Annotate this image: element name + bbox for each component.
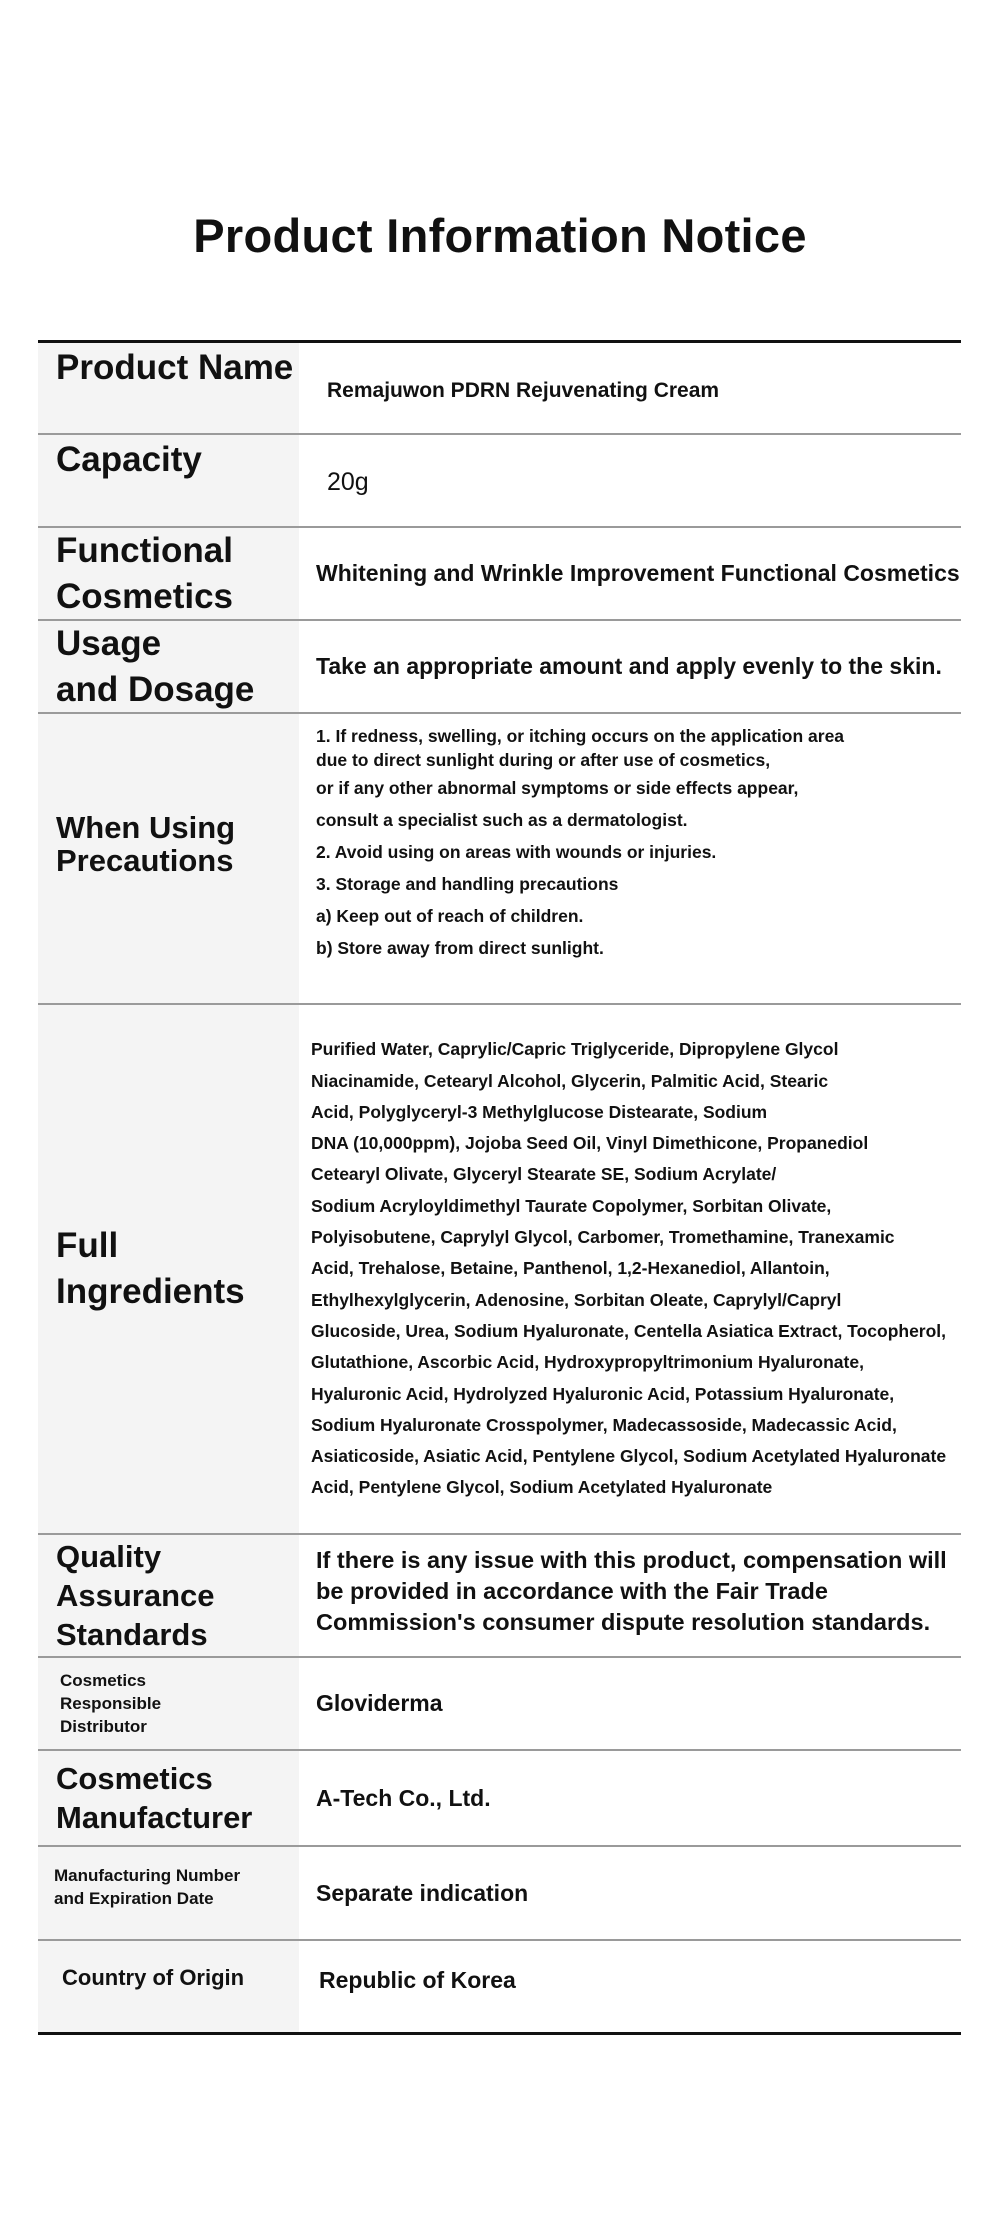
label-precautions (38, 714, 299, 1003)
label-product-name-text: Product Name (56, 348, 294, 387)
precaution-line: b) Store away from direct sunlight. (316, 938, 604, 958)
row-manufacturer (38, 1751, 961, 1847)
ingredient-line: Glucoside, Urea, Sodium Hyaluronate, Centella Asiatica Extract, Tocopherol, (311, 1320, 947, 1341)
label-origin-text: Country of Origin (62, 1965, 245, 1990)
label-distributor-line-2: Responsible (60, 1694, 162, 1713)
label-manufacturer-line-1: Cosmetics (56, 1761, 213, 1796)
ingredient-line: Sodium Hyaluronate Crosspolymer, Madecassoside, Madecassic Acid, (311, 1414, 897, 1435)
label-quality (38, 1535, 299, 1656)
row-usage (38, 621, 961, 714)
label-mfg-number-line-2: and Expiration Date (54, 1889, 214, 1908)
label-quality-line-1: Quality (56, 1539, 162, 1574)
value-ingredients (299, 1005, 961, 1533)
precaution-line: consult a specialist such as a dermatologist. (316, 810, 688, 830)
quality-line: be provided in accordance with the Fair Trade (316, 1578, 828, 1604)
label-ingredients-line-1: Full (56, 1226, 119, 1265)
value-precautions (299, 714, 961, 1003)
page-title: Product Information Notice (193, 209, 807, 262)
row-ingredients (38, 1005, 961, 1535)
label-mfg-number-line-1: Manufacturing Number (54, 1866, 241, 1885)
ingredient-line: Polyisobutene, Caprylyl Glycol, Carbomer, Tromethamine, Tranexamic (311, 1227, 895, 1248)
label-distributor-line-3: Distributor (60, 1717, 147, 1736)
value-capacity (299, 435, 961, 526)
precaution-line: 1. If redness, swelling, or itching occurs on the application area (316, 726, 845, 746)
label-functional (38, 528, 299, 619)
label-distributor-line-1: Cosmetics (60, 1671, 146, 1690)
label-usage (38, 621, 299, 712)
ingredient-line: Acid, Pentylene Glycol, Sodium Acetylated Hyaluronate (311, 1477, 773, 1498)
value-manufacturer-text: A-Tech Co., Ltd. (316, 1784, 491, 1811)
row-mfg-number (38, 1847, 961, 1941)
precaution-line: a) Keep out of reach of children. (316, 906, 584, 926)
quality-line: Commission's consumer dispute resolution standards. (316, 1609, 931, 1635)
ingredient-line: Glutathione, Ascorbic Acid, Hydroxypropyltrimonium Hyaluronate, (311, 1352, 864, 1373)
precaution-line: 2. Avoid using on areas with wounds or injuries. (316, 842, 717, 862)
value-origin-text: Republic of Korea (319, 1967, 516, 1993)
value-distributor (299, 1658, 961, 1749)
label-quality-line-3: Standards (56, 1617, 208, 1652)
value-product-name-text: Remajuwon PDRN Rejuvenating Cream (327, 379, 720, 402)
row-capacity (38, 435, 961, 528)
label-manufacturer-line-2: Manufacturer (56, 1800, 253, 1835)
label-precautions-line-2: Precautions (56, 842, 234, 878)
precaution-line: 3. Storage and handling precautions (316, 874, 619, 894)
ingredient-line: Sodium Acryloyldimethyl Taurate Copolymer, Sorbitan Olivate, (311, 1195, 832, 1216)
row-precautions (38, 714, 961, 1005)
label-usage-line-2: and Dosage (56, 669, 255, 709)
product-info-table (38, 340, 961, 2035)
label-precautions-line-1: When Using (56, 809, 236, 845)
row-distributor (38, 1658, 961, 1751)
precaution-line: due to direct sunlight during or after use of cosmetics, (316, 750, 771, 770)
label-product-name (38, 343, 299, 433)
label-ingredients-line-2: Ingredients (56, 1272, 245, 1311)
quality-line: If there is any issue with this product, compensation will (316, 1547, 947, 1573)
label-mfg-number (38, 1847, 299, 1939)
label-quality-line-2: Assurance (56, 1578, 215, 1613)
value-manufacturer (299, 1751, 961, 1845)
ingredient-line: Asiaticoside, Asiatic Acid, Pentylene Glycol, Sodium Acetylated Hyaluronate (311, 1446, 947, 1467)
value-mfg-number (299, 1847, 961, 1939)
ingredient-line: Purified Water, Caprylic/Capric Triglyceride, Dipropylene Glycol (311, 1039, 839, 1060)
label-capacity (38, 435, 299, 526)
precaution-line: or if any other abnormal symptoms or side effects appear, (316, 778, 799, 798)
ingredient-line: Niacinamide, Cetearyl Alcohol, Glycerin, Palmitic Acid, Stearic (311, 1070, 829, 1091)
row-functional (38, 528, 961, 621)
value-origin (299, 1941, 961, 2032)
label-ingredients (38, 1005, 299, 1533)
ingredient-line: DNA (10,000ppm), Jojoba Seed Oil, Vinyl Dimethicone, Propanediol (311, 1133, 869, 1154)
value-mfg-number-text: Separate indication (316, 1879, 529, 1906)
row-quality (38, 1535, 961, 1658)
value-product-name (299, 343, 961, 433)
value-functional (299, 528, 961, 619)
label-functional-line-2: Cosmetics (56, 576, 234, 616)
ingredient-line: Acid, Polyglyceryl-3 Methylglucose Distearate, Sodium (311, 1101, 768, 1122)
value-quality (299, 1535, 961, 1656)
row-product-name (38, 343, 961, 435)
label-functional-line-1: Functional (56, 530, 233, 570)
value-distributor-text: Gloviderma (316, 1690, 443, 1716)
ingredient-line: Hyaluronic Acid, Hydrolyzed Hyaluronic Acid, Potassium Hyaluronate, (311, 1383, 895, 1404)
row-origin (38, 1941, 961, 2032)
label-origin (38, 1941, 299, 2032)
label-usage-line-1: Usage (56, 623, 162, 663)
ingredient-line: Ethylhexylglycerin, Adenosine, Sorbitan Oleate, Caprylyl/Capryl (311, 1289, 842, 1310)
ingredient-line: Cetearyl Olivate, Glyceryl Stearate SE, Sodium Acrylate/ (311, 1164, 777, 1185)
label-capacity-text: Capacity (56, 440, 202, 479)
label-manufacturer (38, 1751, 299, 1845)
value-functional-text: Whitening and Wrinkle Improvement Functional Cosmetics (316, 560, 960, 586)
label-distributor (38, 1658, 299, 1749)
value-capacity-text: 20g (327, 468, 369, 496)
ingredient-line: Acid, Trehalose, Betaine, Panthenol, 1,2-Hexanediol, Allantoin, (311, 1258, 830, 1279)
value-usage-text: Take an appropriate amount and apply evenly to the skin. (316, 653, 942, 679)
value-usage (299, 621, 961, 712)
